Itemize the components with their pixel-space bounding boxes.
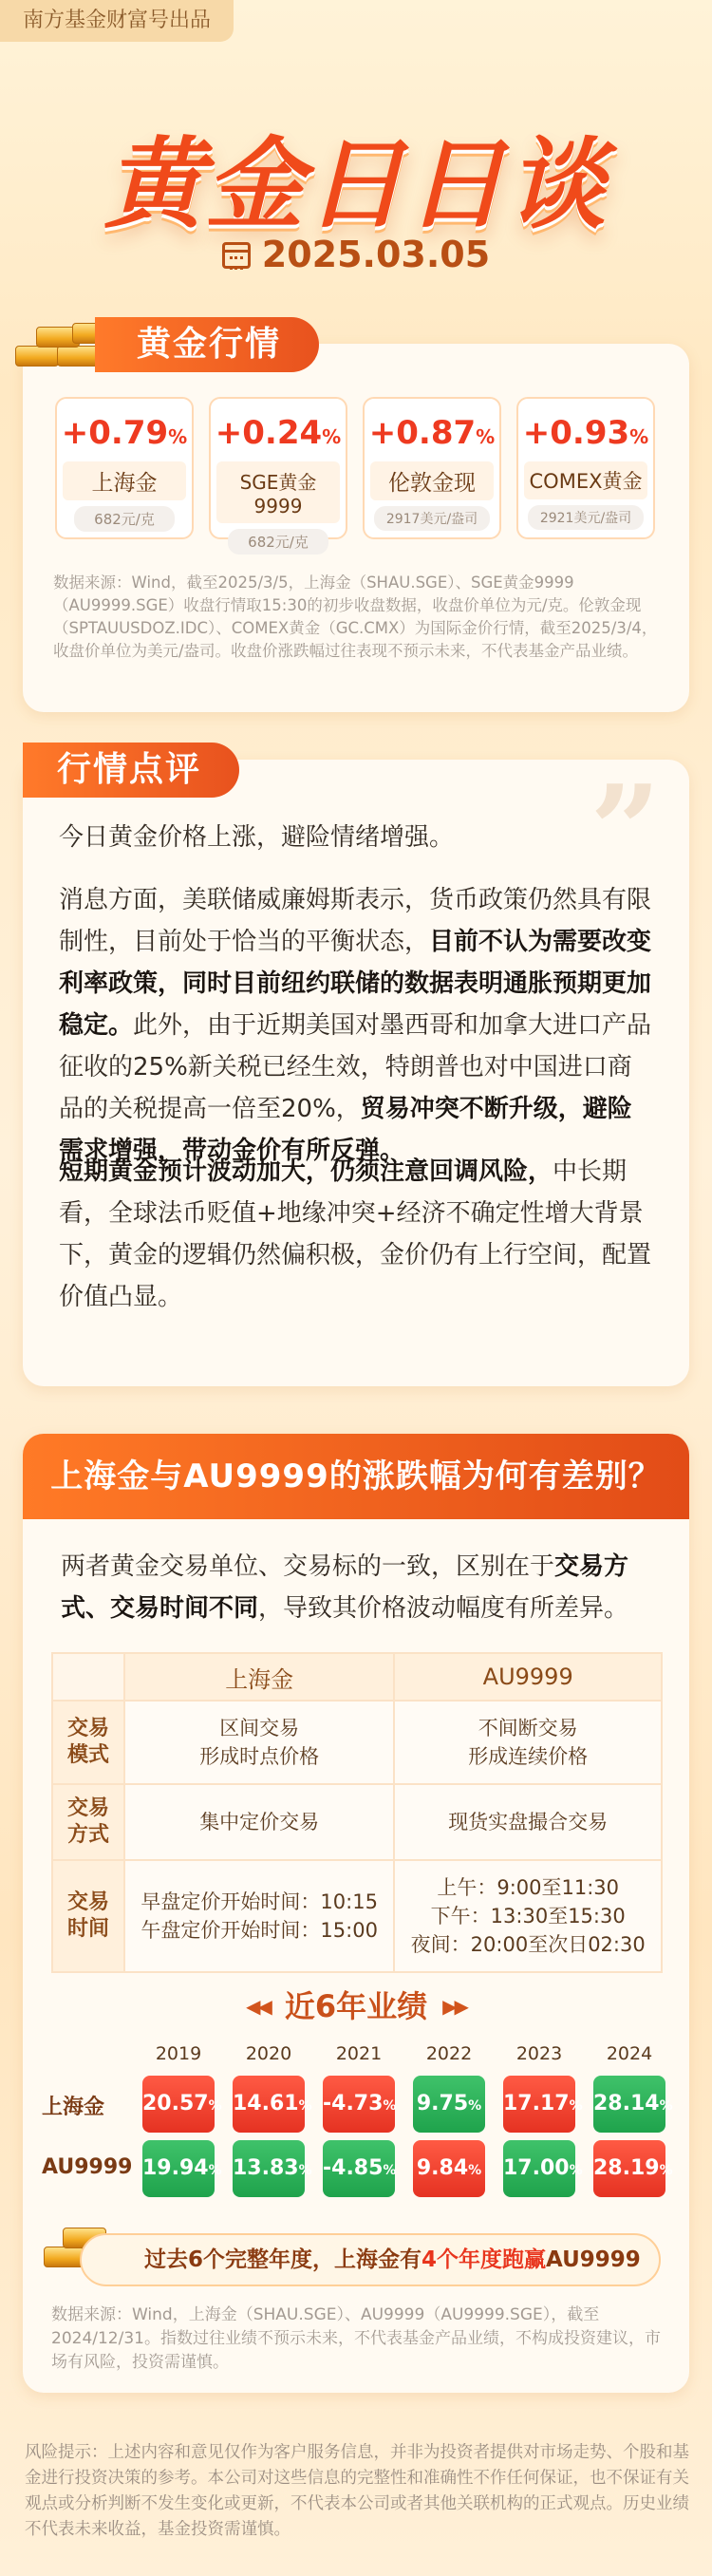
table-header-row: [52, 1653, 662, 1701]
series-label: 上海金: [42, 2096, 105, 2119]
table-corner: [52, 1653, 124, 1701]
price-change: +0.24%: [215, 414, 342, 452]
market-footnote: 数据来源：Wind，截至2025/3/5，上海金（SHAU.SGE）、SGE黄金9999（AU9999.SGE）收盘行情取15:30的初步收盘数据，收盘价单位为元/克。伦敦金现（SPTAUUSDOZ.IDC）、COMEX黄金（GC.CMX）为国际金价行情，截至2025/3/4，收盘价单位为美元/盎司。收盘价涨跌幅过往表现不预示未来，不代表基金产品业绩。: [53, 573, 658, 660]
price-name: SGE黄金9999: [216, 461, 340, 523]
market-section-title: 黄金行情: [95, 317, 319, 372]
comparison-title: 上海金与AU9999的涨跌幅为何有差别？: [23, 1434, 689, 1519]
table-cell: 不间断交易 形成连续价格: [394, 1701, 662, 1784]
review-paragraph-3: 短期黄金预计波动加大，仍须注意回调风险，中长期看，全球法币贬值+地缘冲突+经济不确定性增大背景下，黄金的逻辑仍然偏积极，金价仍有上行空间，配置价值凸显。: [59, 1157, 652, 1311]
performance-cell: -4.85%: [323, 2140, 395, 2197]
year-label: 2023: [515, 2043, 563, 2064]
price-change: +0.79%: [61, 414, 188, 452]
performance-title: ◀◀ 近6年业绩 ▶▶: [246, 1988, 466, 2024]
year-label: 2021: [335, 2043, 383, 2064]
row-header: 交易模式: [52, 1701, 124, 1784]
date-row: [0, 234, 712, 275]
table-cell: 早盘定价开始时间：10:15 午盘定价开始时间：15:00: [124, 1860, 394, 1972]
price-card-sge-9999: [209, 397, 347, 551]
price-unit: 682元/克: [228, 529, 328, 555]
performance-cell: -4.73%: [323, 2076, 395, 2133]
left-deco-icon: ◀◀: [246, 1995, 270, 2018]
price-card-comex-gold: [516, 397, 655, 539]
performance-cell: 19.94%: [142, 2140, 215, 2197]
series-label: AU9999: [42, 2155, 133, 2179]
table-cell: 上午：9:00至11:30 下午：13:30至15:30 夜间：20:00至次日02:30: [394, 1860, 662, 1972]
comparison-intro: 两者黄金交易单位、交易标的一致，区别在于交易方式、交易时间不同，导致其价格波动幅度有所差异。: [61, 1552, 629, 1623]
performance-cell: 17.17%: [503, 2076, 575, 2133]
column-header: AU9999: [394, 1653, 662, 1701]
performance-cell: 9.75%: [413, 2076, 485, 2133]
price-unit: 2917美元/盎司: [374, 506, 490, 531]
year-label: 2020: [245, 2043, 292, 2064]
price-name: 伦敦金现: [370, 461, 494, 500]
performance-cell: 17.00%: [503, 2140, 575, 2197]
page-title: 黄金日日谈: [103, 126, 608, 242]
price-name: 上海金: [63, 461, 186, 500]
column-header: 上海金: [124, 1653, 394, 1701]
price-change: +0.87%: [368, 414, 496, 452]
price-card-london-gold: [363, 397, 501, 539]
review-section-title: 行情点评: [23, 743, 239, 798]
performance-cell: 20.57%: [142, 2076, 215, 2133]
comparison-table: [51, 1652, 663, 1973]
performance-cell: 14.61%: [233, 2076, 305, 2133]
brand-tag: 南方基金财富号出品: [0, 0, 234, 42]
review-paragraph-1: 今日黄金价格上涨，避险情绪增强。: [59, 823, 455, 852]
table-cell: 集中定价交易: [124, 1784, 394, 1860]
table-cell: 现货实盘撮合交易: [394, 1784, 662, 1860]
price-change: +0.93%: [522, 414, 649, 452]
performance-cell: 13.83%: [233, 2140, 305, 2197]
date-text: 2025.03.05: [261, 234, 491, 275]
table-cell: 区间交易 形成时点价格: [124, 1701, 394, 1784]
table-row: [52, 1701, 662, 1784]
price-name: COMEX黄金: [524, 461, 647, 499]
year-label: 2024: [606, 2043, 653, 2064]
year-label: 2019: [155, 2043, 202, 2064]
risk-notice: 风险提示：上述内容和意见仅作为客户服务信息，并非为投资者提供对市场走势、个股和基金进行投资决策的参考。本公司对这些信息的完整性和准确性不作任何保证，也不保证有关观点或分析判断不发生变化或更新，不代表本公司或者其他关联机构的正式观点。历史业绩不代表未来收益，基金投资需谨慎。: [25, 2443, 689, 2539]
calendar-icon: [222, 242, 251, 269]
table-row: [52, 1860, 662, 1972]
performance-cell: 28.19%: [593, 2140, 665, 2197]
performance-summary: 过去6个完整年度，上海金有4个年度跑赢AU9999: [80, 2233, 661, 2286]
price-unit: 682元/克: [74, 506, 175, 532]
performance-cell: 9.84%: [413, 2140, 485, 2197]
table-row: [52, 1784, 662, 1860]
price-card-shanghai-gold: [55, 397, 194, 539]
year-label: 2022: [425, 2043, 473, 2064]
review-paragraph-2: 消息方面，美联储威廉姆斯表示，货币政策仍然具有限制性，目前处于恰当的平衡状态，目前不认为需要改变利率政策，同时目前纽约联储的数据表明通胀预期更加稳定。此外，由于近期美国对墨西哥和加拿大进口产品征收的25%新关税已经生效，特朗普也对中国进口商品的关税提高一倍至20%，贸易冲突不断升级，避险需求增强，带动金价有所反弹。: [59, 886, 652, 1165]
quote-icon: ”: [590, 758, 661, 903]
performance-cell: 28.14%: [593, 2076, 665, 2133]
row-header: 交易方式: [52, 1784, 124, 1860]
row-header: 交易时间: [52, 1860, 124, 1972]
performance-footnote: 数据来源：Wind，上海金（SHAU.SGE）、AU9999（AU9999.SGE），截至2024/12/31。指数过往业绩不预示未来，不代表基金产品业绩，不构成投资建议，市场有风险，投资需谨慎。: [51, 2305, 661, 2372]
price-unit: 2921美元/盎司: [528, 505, 644, 530]
right-deco-icon: ▶▶: [442, 1995, 466, 2018]
